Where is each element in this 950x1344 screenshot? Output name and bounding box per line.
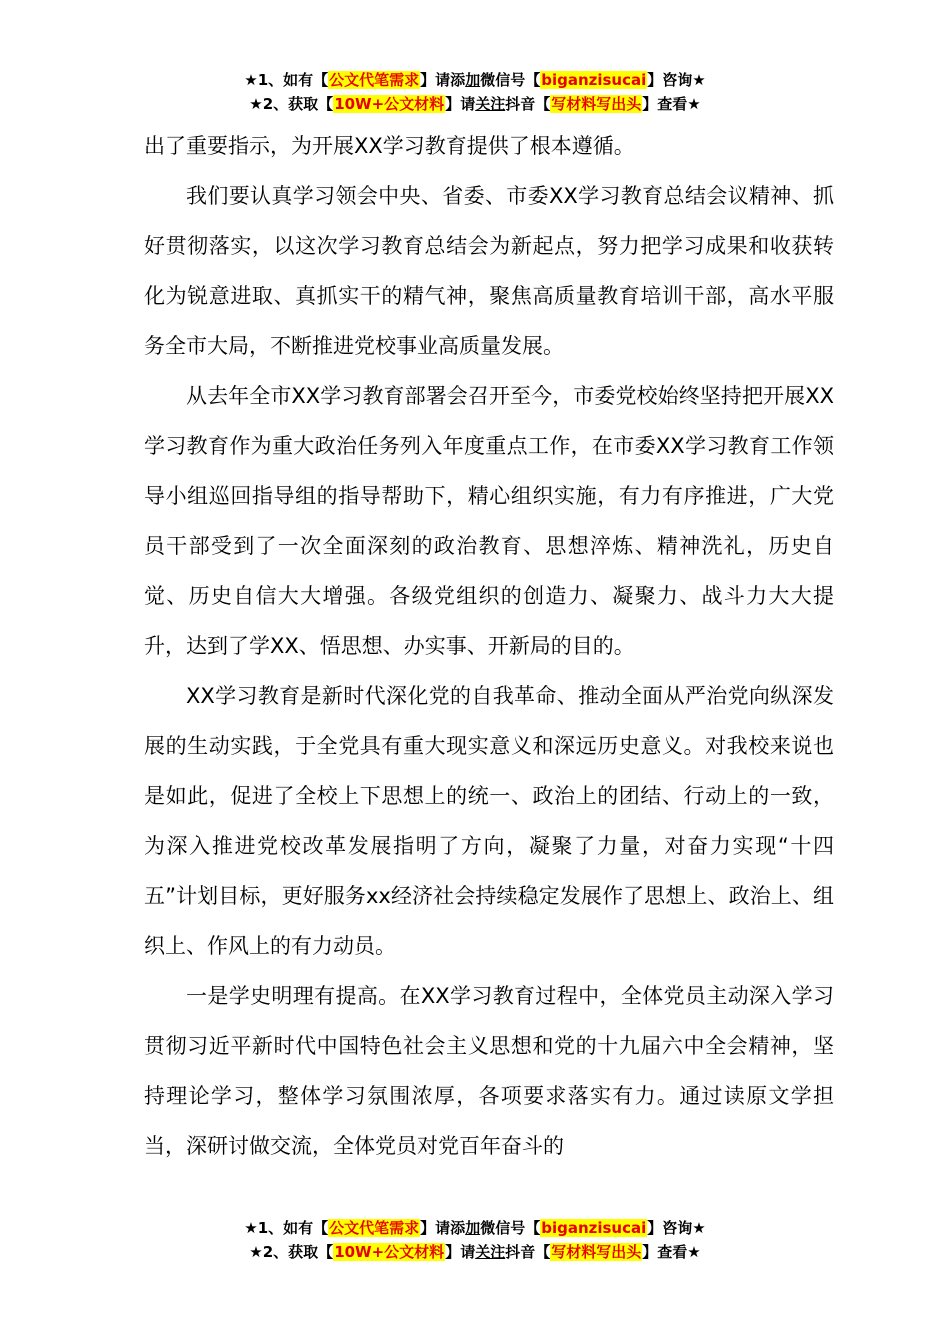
paragraph: XX学习教育是新时代深化党的自我革命、推动全面从严治党向纵深发展的生动实践，于全党具有重大现实意义和深远历史意义。对我校来说也是如此，促进了全校上下思想上的统一、政治上的团结、行动上的一致，为深入推进党校改革发展指明了方向，凝聚了力量，对奋力实现“十四五”计划目标，更好服务xx经济社会持续稳定发展作了思想上、政治上、组织上、作风上的有力动员。	[144, 684, 834, 958]
highlight-douyin: 写材料写出头	[551, 1243, 642, 1261]
paragraph: 从去年全市XX学习教育部署会召开至今，市委党校始终坚持把开展XX学习教育作为重大政治任务列入年度重点工作，在市委XX学习教育工作领导小组巡回指导组的指导帮助下，精心组织实施，有力有序推进，广大党员干部受到了一次全面深刻的政治教育、思想淬炼、精神洗礼，历史自觉、历史自信大大增强。各级党组织的创造力、凝聚力、战斗力大大提升，达到了学XX、悟思想、办实事、开新局的目的。	[144, 384, 834, 658]
footer-banner	[0, 1216, 950, 1264]
header-line-1: ★1、如有【公文代笔需求】请添加微信号【biganzisucai】咨询★	[244, 71, 706, 89]
document-body	[144, 121, 834, 1171]
paragraph-continuation: 出了重要指示，为开展XX学习教育提供了根本遵循。	[144, 134, 635, 158]
highlight-douyin: 写材料写出头	[551, 95, 642, 113]
highlight-service: 公文代笔需求	[329, 71, 420, 89]
header-banner	[0, 68, 950, 116]
highlight-wechat-id: biganzisucai	[541, 71, 647, 89]
paragraph: 我们要认真学习领会中央、省委、市委XX学习教育总结会议精神、抓好贯彻落实，以这次学习教育总结会为新起点，努力把学习成果和收获转化为锐意进取、真抓实干的精气神，聚焦高质量教育培训干部，高水平服务全市大局，不断推进党校事业高质量发展。	[144, 184, 834, 358]
header-line-2: ★2、获取【10W+公文材料】请关注抖音【写材料写出头】查看★	[249, 95, 701, 113]
highlight-materials: 10W+公文材料	[334, 95, 445, 113]
footer-line-1: ★1、如有【公文代笔需求】请添加微信号【biganzisucai】咨询★	[244, 1219, 706, 1237]
footer-line-2: ★2、获取【10W+公文材料】请关注抖音【写材料写出头】查看★	[249, 1243, 701, 1261]
highlight-service: 公文代笔需求	[329, 1219, 420, 1237]
highlight-wechat-id: biganzisucai	[541, 1219, 647, 1237]
highlight-materials: 10W+公文材料	[334, 1243, 445, 1261]
paragraph: 一是学史明理有提高。在XX学习教育过程中，全体党员主动深入学习贯彻习近平新时代中国特色社会主义思想和党的十九届六中全会精神，坚持理论学习，整体学习氛围浓厚，各项要求落实有力。通过读原文学担当，深研讨做交流，全体党员对党百年奋斗的	[144, 984, 834, 1158]
